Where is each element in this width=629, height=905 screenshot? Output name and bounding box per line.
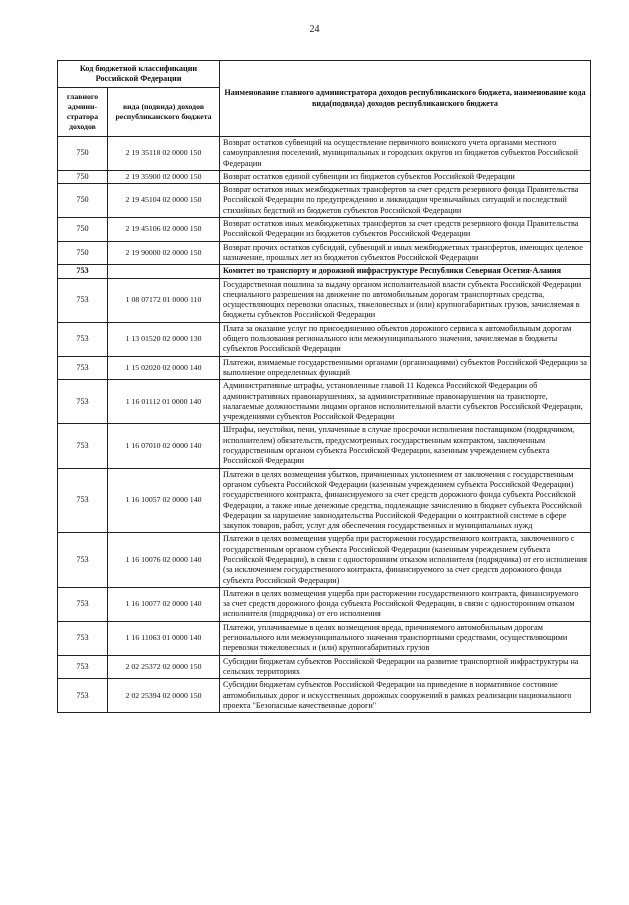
page-number: 24 <box>309 24 320 35</box>
table-row <box>58 380 591 424</box>
table-row <box>58 587 591 621</box>
description-cell: Возврат остатков субвенций на осуществление первичного воинского учета органами местного самоуправления поселений, муниципальных и городских округов из бюджетов субъектов Российской Федерации <box>220 137 591 171</box>
admin-code-cell: 753 <box>58 679 108 713</box>
admin-code-cell: 750 <box>58 218 108 242</box>
table-row <box>58 679 591 713</box>
table-row <box>58 533 591 587</box>
table-row <box>58 356 591 380</box>
table-body <box>58 137 591 713</box>
description-cell: Комитет по транспорту и дорожной инфраструктуре Республики Северная Осетия-Алания <box>220 265 591 278</box>
revenue-code-cell: 1 15 02020 02 0000 140 <box>108 356 220 380</box>
revenue-code-cell: 1 13 01520 02 0000 130 <box>108 322 220 356</box>
revenue-code-cell: 2 19 45104 02 0000 150 <box>108 184 220 218</box>
revenue-code-cell: 1 16 01112 01 0000 140 <box>108 380 220 424</box>
admin-code-cell: 750 <box>58 184 108 218</box>
admin-code-cell: 750 <box>58 137 108 171</box>
description-cell: Плата за оказание услуг по присоединению объектов дорожного сервиса к автомобильным дорогам общего пользования регионального или межмуниципального значения, зачисляемая в бюджеты субъектов Российской Федерации <box>220 322 591 356</box>
header-group-title: Код бюджетной классификации Российской Федерации <box>58 61 220 88</box>
revenue-code-cell: 2 19 45106 02 0000 150 <box>108 218 220 242</box>
revenue-code-cell: 2 19 35900 02 0000 150 <box>108 170 220 183</box>
table-row <box>58 218 591 242</box>
admin-code-cell: 753 <box>58 533 108 587</box>
admin-code-cell: 750 <box>58 170 108 183</box>
admin-code-cell: 753 <box>58 424 108 468</box>
admin-code-cell: 753 <box>58 265 108 278</box>
header-name-column: Наименование главного администратора доходов республиканского бюджета, наименование кода вида(подвида) доходов республиканского бюджета <box>220 61 591 137</box>
revenue-code-cell <box>108 265 220 278</box>
admin-code-cell: 753 <box>58 278 108 322</box>
description-cell: Платежи в целях возмещения убытков, причиненных уклонением от заключения с государственным органом субъекта Российской Федерации (казенным учреждением субъекта Российской Федерации) государственного контракта, финансируемого за счет средств дорожного фонда субъекта Российской Федерации, а также иные денежные средства, подлежащие зачислению в бюджет субъекта Российской Федерации за нарушение законодательства Российской Федерации о контрактной системе в сфере закупок товаров, работ, услуг для обеспечения государственных и муниципальных нужд <box>220 468 591 533</box>
admin-code-cell: 753 <box>58 655 108 679</box>
revenue-code-cell: 2 02 25372 02 0000 150 <box>108 655 220 679</box>
header-admin-column: главного админи-стратора доходов <box>58 88 108 137</box>
description-cell: Платежи, уплачиваемые в целях возмещения вреда, причиняемого автомобильным дорогам регионального или межмуниципального значения транспортными средствами, осуществляющими перевозки тяжеловесных и (или) крупногабаритных грузов <box>220 621 591 655</box>
admin-code-cell: 753 <box>58 356 108 380</box>
revenue-code-cell: 1 16 10076 02 0000 140 <box>108 533 220 587</box>
admin-code-cell: 753 <box>58 587 108 621</box>
revenue-code-cell: 1 16 11063 01 0000 140 <box>108 621 220 655</box>
revenue-code-cell: 2 19 90000 02 0000 150 <box>108 241 220 265</box>
revenue-code-cell: 2 02 25394 02 0000 150 <box>108 679 220 713</box>
table-row <box>58 655 591 679</box>
table-row <box>58 322 591 356</box>
budget-classification-table <box>57 60 591 713</box>
table-row <box>58 424 591 468</box>
header-code-column: вида (подвида) доходов республиканского бюджета <box>108 88 220 137</box>
description-cell: Государственная пошлина за выдачу органом исполнительной власти субъекта Российской Федерации специального разрешения на движение по автомобильным дорогам транспортных средства, осуществляющих перевозки опасных, тяжеловесных и (или) крупногабаритных грузов, зачисляемая в бюджеты субъектов Российской Федерации <box>220 278 591 322</box>
admin-code-cell: 753 <box>58 380 108 424</box>
revenue-code-cell: 2 19 35118 02 0000 150 <box>108 137 220 171</box>
description-cell: Штрафы, неустойки, пени, уплаченные в случае просрочки исполнения поставщиком (подрядчиком, исполнителем) обязательств, предусмотренных государственным контрактом, заключенным государственным органом субъекта Российской Федерации, казенным учреждением субъекта Российской Федерации <box>220 424 591 468</box>
description-cell: Административные штрафы, установленные главой 11 Кодекса Российской Федерации об административных правонарушениях, за административные правонарушения на транспорте, налагаемые должностными лицами органов исполнительной власти субъектов Российской Федерации, учреждениями субъектов Российской Федерации <box>220 380 591 424</box>
description-cell: Платежи в целях возмещения ущерба при расторжении государственного контракта, финансируемого за счет средств дорожного фонда субъекта Российской Федерации, в связи с односторонним отказом исполнителя (подрядчика) от его исполнения <box>220 587 591 621</box>
description-cell: Возврат остатков иных межбюджетных трансфертов за счет средств резервного фонда Правительства Российской Федерации по предупреждению и ликвидации чрезвычайных ситуаций и последствий стихийных бедствий из бюджетов субъектов Российской Федерации <box>220 184 591 218</box>
description-cell: Субсидии бюджетам субъектов Российской Федерации на развитие транспортной инфраструктуры на сельских территориях <box>220 655 591 679</box>
revenue-code-cell: 1 16 10057 02 0000 140 <box>108 468 220 533</box>
revenue-code-cell: 1 16 07010 02 0000 140 <box>108 424 220 468</box>
admin-code-cell: 753 <box>58 322 108 356</box>
description-cell: Платежи, взимаемые государственными органами (организациями) субъектов Российской Федерации за выполнение определенных функций <box>220 356 591 380</box>
admin-code-cell: 753 <box>58 621 108 655</box>
revenue-code-cell: 1 08 07172 01 0000 110 <box>108 278 220 322</box>
table-row <box>58 241 591 265</box>
description-cell: Платежи в целях возмещения ущерба при расторжении государственного контракта, заключенного с государственным органом субъекта Российской Федерации (казенным учреждением субъекта Российской Федерации), в связи с односторонним отказом исполнителя (подрядчика) от его исполнения (за исключением государственного контракта, финансируемого за счет средств дорожного фонда субъекта Российской Федерации) <box>220 533 591 587</box>
description-cell: Возврат остатков иных межбюджетных трансфертов за счет средств резервного фонда Правительства Российской Федерации из бюджетов субъектов Российской Федерации <box>220 218 591 242</box>
table-row <box>58 621 591 655</box>
revenue-code-cell: 1 16 10077 02 0000 140 <box>108 587 220 621</box>
table-row <box>58 468 591 533</box>
table-row <box>58 170 591 183</box>
admin-code-cell: 753 <box>58 468 108 533</box>
table-row <box>58 278 591 322</box>
admin-code-cell: 750 <box>58 241 108 265</box>
description-cell: Субсидии бюджетам субъектов Российской Федерации на приведение в нормативное состояние автомобильных дорог и искусственных дорожных сооружений в рамках реализации национального проекта "Безопасные качественные дороги" <box>220 679 591 713</box>
description-cell: Возврат прочих остатков субсидий, субвенций и иных межбюджетных трансфертов, имеющих целевое назначение, прошлых лет из бюджетов субъектов Российской Федерации <box>220 241 591 265</box>
table-row <box>58 265 591 278</box>
table-row <box>58 137 591 171</box>
table-row <box>58 184 591 218</box>
description-cell: Возврат остатков единой субвенции из бюджетов субъектов Российской Федерации <box>220 170 591 183</box>
